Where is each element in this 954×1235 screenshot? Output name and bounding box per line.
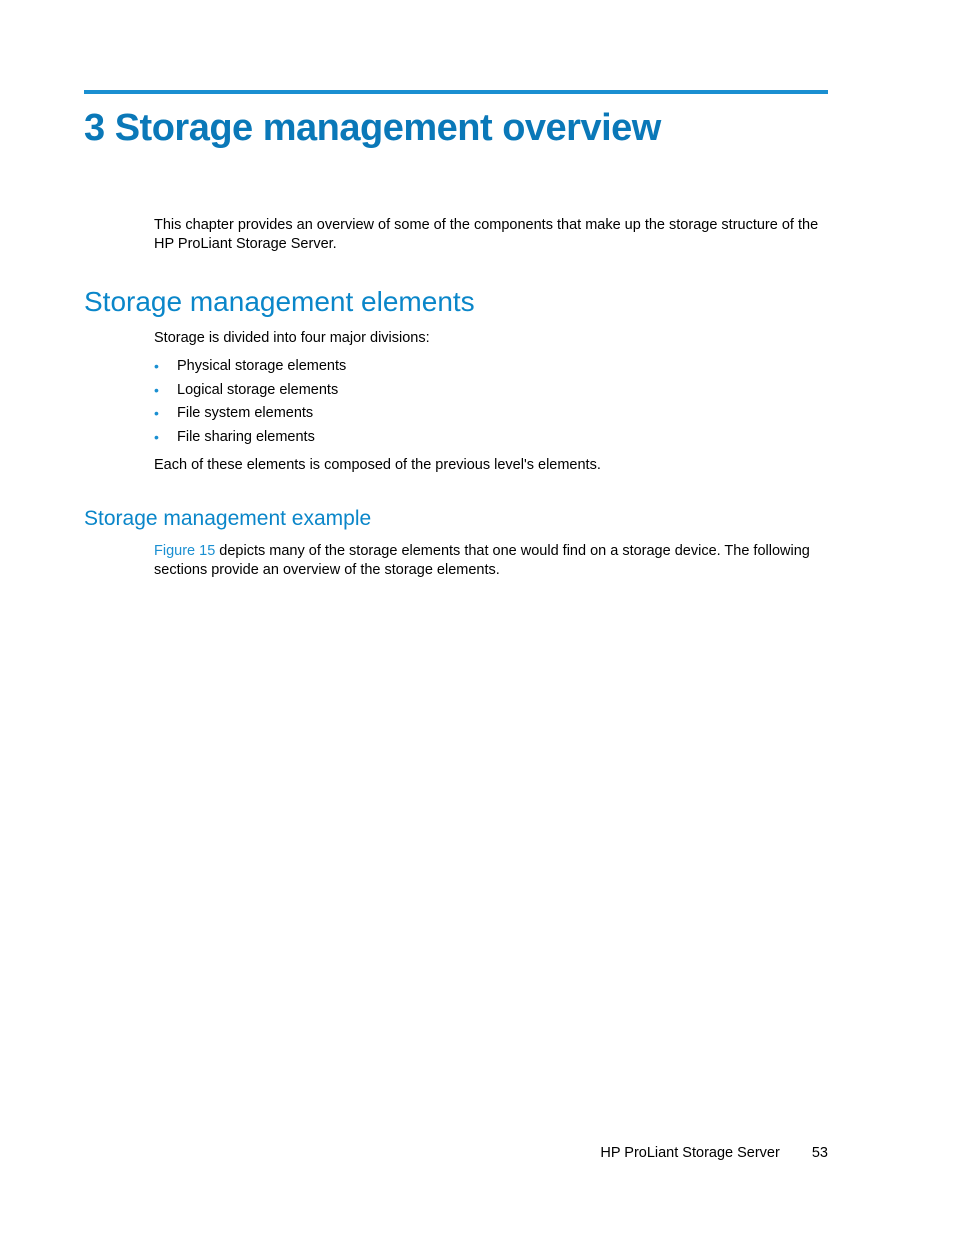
figure-link[interactable]: Figure 15 (154, 543, 216, 559)
subsection-text: depicts many of the storage elements that one would find on a storage device. The following sections provide an overview of the storage elements. (154, 543, 810, 578)
bullet-icon: • (154, 405, 159, 422)
section-lead: Storage is divided into four major divisions: (154, 330, 430, 346)
bullet-icon: • (154, 429, 159, 446)
list-item-label: Logical storage elements (177, 381, 339, 398)
chapter-title: 3 Storage management overview (84, 107, 661, 149)
list-item-label: Physical storage elements (177, 358, 347, 374)
list-item (154, 427, 346, 451)
bullet-icon: • (154, 358, 159, 374)
chapter-intro: This chapter provides an overview of some of the components that make up the storage structure of the HP ProLiant Storage Server. (154, 217, 819, 252)
subsection-paragraph (154, 542, 832, 580)
list-item (154, 356, 346, 380)
list-item (154, 403, 346, 427)
section-heading: Storage management elements (84, 286, 475, 317)
page-footer (600, 1144, 828, 1163)
footer-title: HP ProLiant Storage Server (600, 1145, 780, 1161)
chapter-rule (84, 90, 828, 94)
subsection-heading: Storage management example (84, 507, 372, 530)
page-number: 53 (811, 1145, 828, 1161)
bullet-list (154, 356, 346, 451)
bullet-icon: • (154, 381, 159, 398)
list-item-label: File sharing elements (177, 429, 315, 446)
list-item-label: File system elements (177, 405, 314, 422)
section-closing: Each of these elements is composed of the previous level's elements. (154, 457, 601, 473)
list-item (154, 380, 346, 404)
